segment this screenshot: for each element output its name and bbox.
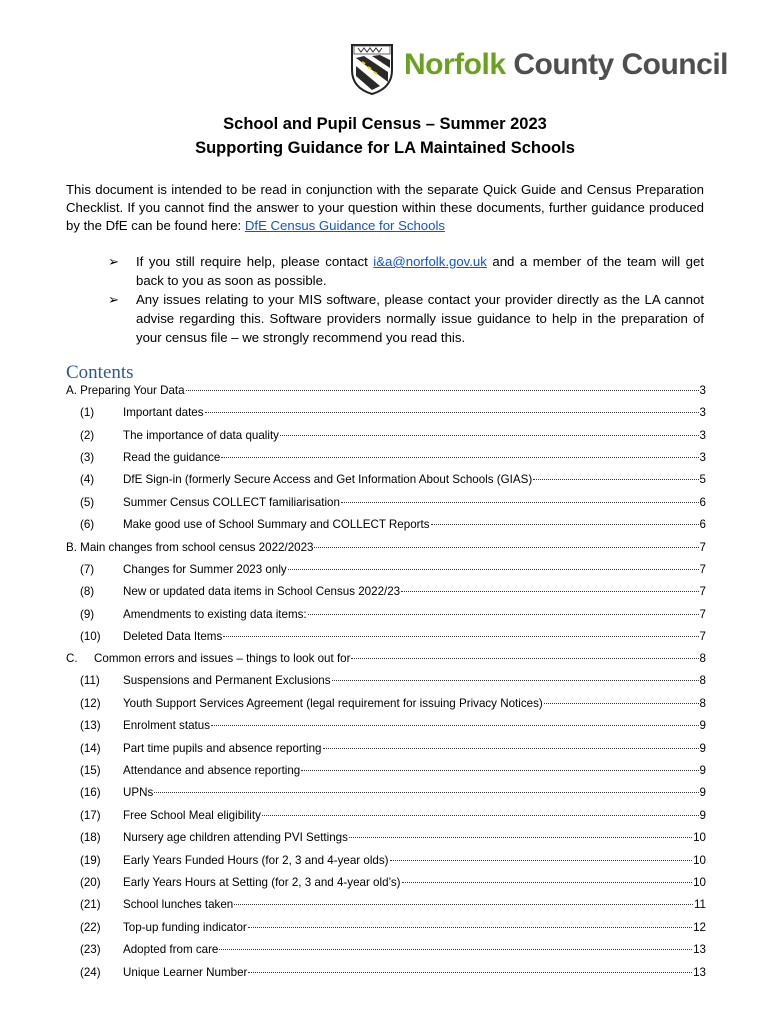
toc-item-title: Early Years Hours at Setting (for 2, 3 and 4-year old’s) — [123, 875, 401, 889]
arrow-bullet-icon: ➢ — [108, 254, 120, 269]
contact-email-link[interactable]: i&a@norfolk.gov.uk — [373, 254, 487, 269]
toc-page-number: 9 — [699, 808, 706, 822]
toc-section-title: Common errors and issues – things to look out for — [94, 652, 351, 666]
toc-item-number: (2) — [80, 428, 95, 442]
toc-item-number: (15) — [80, 764, 101, 778]
toc-item-number: (8) — [80, 585, 95, 599]
toc-item-title: Early Years Funded Hours (for 2, 3 and 4-year olds) — [123, 853, 389, 867]
toc-item[interactable] — [66, 854, 706, 876]
toc-page-number: 8 — [699, 674, 706, 688]
toc-item-title: New or updated data items in School Census 2022/23 — [123, 585, 401, 599]
toc-item-title: The importance of data quality — [123, 428, 279, 442]
bullet2-text: Any issues relating to your MIS software, please contact your provider directly as the LA cannot advise regarding this. Software providers normally issue guidance to help in the preparation of your census file – we strongly recommend you read this. — [136, 292, 704, 345]
toc-leader-dots — [402, 882, 693, 883]
toc-page-number: 3 — [699, 450, 706, 464]
toc-item-number: (12) — [80, 696, 101, 710]
toc-page-number: 3 — [699, 406, 706, 420]
toc-section-label: C. — [66, 652, 78, 666]
toc-section-a-items — [66, 406, 706, 540]
toc-item-title: Changes for Summer 2023 only — [123, 562, 287, 576]
toc-item-number: (19) — [80, 853, 101, 867]
toc-item-number: (4) — [80, 473, 95, 487]
help-bullets — [108, 252, 704, 347]
council-name — [404, 48, 728, 82]
toc-item[interactable] — [66, 719, 706, 741]
toc-item-number: (11) — [80, 674, 100, 688]
toc-page-number: 3 — [699, 428, 706, 442]
toc-page-number: 7 — [699, 562, 706, 576]
toc-leader-dots — [308, 614, 699, 615]
toc-page-number: 11 — [693, 898, 706, 912]
toc-page-number: 8 — [699, 652, 706, 666]
toc-item-title: Read the guidance — [123, 450, 221, 464]
toc-item-number: (6) — [80, 518, 95, 532]
toc-leader-dots — [533, 479, 698, 480]
contents-heading: Contents — [66, 362, 134, 383]
dfe-guidance-link[interactable]: DfE Census Guidance for Schools — [244, 218, 446, 233]
toc-item[interactable] — [66, 518, 706, 540]
toc-item[interactable] — [66, 764, 706, 786]
table-of-contents — [66, 384, 706, 988]
toc-item-title: Enrolment status — [123, 719, 210, 733]
toc-leader-dots — [431, 524, 699, 525]
toc-item-number: (23) — [80, 943, 101, 957]
toc-leader-dots — [221, 457, 698, 458]
toc-item-number: (7) — [80, 562, 95, 576]
toc-item-number: (24) — [80, 965, 101, 979]
toc-section-title: A. Preparing Your Data — [66, 384, 185, 397]
toc-page-number: 6 — [699, 518, 706, 532]
toc-item-number: (1) — [80, 406, 95, 420]
toc-item-title: Unique Learner Number — [123, 965, 248, 979]
toc-item-number: (17) — [80, 808, 101, 822]
toc-item[interactable] — [66, 943, 706, 965]
toc-leader-dots — [341, 502, 699, 503]
toc-item[interactable] — [66, 674, 706, 696]
toc-item-number: (22) — [80, 920, 101, 934]
toc-leader-dots — [332, 680, 699, 681]
coat-of-arms-icon — [350, 42, 394, 96]
toc-item-title: Youth Support Services Agreement (legal requirement for issuing Privacy Notices) — [123, 696, 543, 710]
toc-item-title: Amendments to existing data items: — [123, 607, 307, 621]
toc-leader-dots — [219, 949, 692, 950]
toc-item-title: DfE Sign-in (formerly Secure Access and Get Information About Schools (GIAS) — [123, 473, 533, 487]
toc-page-number: 3 — [699, 384, 706, 397]
toc-leader-dots — [262, 815, 699, 816]
toc-item-number: (14) — [80, 741, 101, 755]
toc-section-c[interactable] — [66, 652, 706, 674]
toc-item-number: (13) — [80, 719, 101, 733]
toc-item-title: Summer Census COLLECT familiarisation — [123, 495, 340, 509]
arrow-bullet-icon: ➢ — [108, 292, 120, 307]
toc-item[interactable] — [66, 786, 706, 808]
toc-item[interactable] — [66, 608, 706, 630]
toc-item[interactable] — [66, 898, 706, 920]
toc-item-title: School lunches taken — [123, 898, 234, 912]
toc-item-title: Important dates — [123, 406, 204, 420]
toc-section-a[interactable] — [66, 384, 706, 406]
toc-item-title: Adopted from care — [123, 943, 219, 957]
toc-page-number: 9 — [699, 786, 706, 800]
toc-leader-dots — [349, 837, 692, 838]
toc-item-number: (9) — [80, 607, 95, 621]
bullet1-text-before: If you still require help, please contact — [136, 254, 374, 269]
toc-item-number: (18) — [80, 831, 101, 845]
toc-leader-dots — [234, 904, 693, 905]
toc-leader-dots — [288, 569, 699, 570]
toc-page-number: 5 — [699, 473, 706, 487]
toc-section-b-items — [66, 563, 706, 653]
toc-page-number: 10 — [693, 831, 706, 845]
toc-page-number: 7 — [699, 585, 706, 599]
council-name-part1: Norfolk — [404, 48, 506, 81]
toc-page-number: 7 — [699, 607, 706, 621]
toc-leader-dots — [544, 703, 699, 704]
toc-item[interactable] — [66, 585, 706, 607]
toc-page-number: 9 — [699, 764, 706, 778]
toc-item-title: Make good use of School Summary and COLLECT Reports — [123, 518, 430, 532]
toc-item[interactable] — [66, 831, 706, 853]
toc-item[interactable] — [66, 429, 706, 451]
toc-page-number: 10 — [693, 853, 706, 867]
toc-item[interactable] — [66, 697, 706, 719]
intro-text: This document is intended to be read in conjunction with the separate Quick Guide and Census Preparation Checklist. If you cannot find the answer to your question within these documents, further guidance produced by the DfE can be found here: — [66, 182, 704, 233]
toc-leader-dots — [211, 725, 699, 726]
toc-leader-dots — [323, 748, 699, 749]
toc-page-number: 9 — [699, 719, 706, 733]
toc-item-title: Part time pupils and absence reporting — [123, 741, 322, 755]
toc-leader-dots — [390, 860, 693, 861]
toc-page-number: 13 — [693, 943, 706, 957]
toc-item[interactable] — [66, 921, 706, 943]
toc-leader-dots — [186, 390, 699, 391]
toc-item[interactable] — [66, 496, 706, 518]
toc-leader-dots — [401, 591, 698, 592]
toc-item-title: Suspensions and Permanent Exclusions — [123, 674, 331, 688]
toc-item-number: (21) — [80, 898, 101, 912]
toc-item-number: (3) — [80, 450, 95, 464]
toc-page-number: 12 — [693, 920, 706, 934]
toc-item-title: Deleted Data Items — [123, 629, 223, 643]
toc-page-number: 6 — [699, 495, 706, 509]
toc-page-number: 7 — [699, 540, 706, 554]
bullet-item — [108, 290, 704, 347]
toc-item[interactable] — [66, 630, 706, 652]
toc-page-number: 13 — [693, 965, 706, 979]
toc-item[interactable] — [66, 742, 706, 764]
toc-item[interactable] — [66, 876, 706, 898]
toc-item[interactable] — [66, 406, 706, 428]
toc-item-title: Free School Meal eligibility — [123, 808, 261, 822]
toc-section-c-items — [66, 674, 706, 987]
toc-item[interactable] — [66, 809, 706, 831]
toc-page-number: 9 — [699, 741, 706, 755]
toc-section-title: B. Main changes from school census 2022/2023 — [66, 540, 314, 554]
document-title-line2: Supporting Guidance for LA Maintained Schools — [195, 139, 575, 157]
council-name-part2: County Council — [513, 48, 728, 81]
toc-item-title: Attendance and absence reporting — [123, 764, 301, 778]
toc-leader-dots — [301, 770, 698, 771]
toc-leader-dots — [223, 636, 698, 637]
bullet1-text-after: and a member of the team will get back to you as soon as possible. — [136, 254, 705, 288]
toc-item-title: Top-up funding indicator — [123, 920, 247, 934]
toc-leader-dots — [205, 412, 699, 413]
toc-item-number: (16) — [80, 786, 101, 800]
toc-item[interactable] — [66, 563, 706, 585]
toc-item[interactable] — [66, 966, 706, 988]
toc-item[interactable] — [66, 451, 706, 473]
toc-item-number: (5) — [80, 495, 95, 509]
intro-paragraph — [66, 181, 704, 235]
toc-leader-dots — [351, 658, 698, 659]
toc-leader-dots — [248, 927, 692, 928]
council-logo — [350, 42, 728, 96]
toc-leader-dots — [314, 547, 698, 548]
toc-item-title: Nursery age children attending PVI Settings — [123, 831, 348, 845]
toc-page-number: 7 — [699, 629, 706, 643]
toc-item-number: (10) — [80, 629, 101, 643]
toc-item-number: (20) — [80, 875, 101, 889]
toc-item-title: UPNs — [123, 786, 154, 800]
toc-section-b[interactable] — [66, 541, 706, 563]
toc-leader-dots — [248, 972, 692, 973]
document-title-line1: School and Pupil Census – Summer 2023 — [223, 115, 547, 133]
toc-leader-dots — [154, 792, 698, 793]
toc-page-number: 10 — [693, 875, 706, 889]
toc-page-number: 8 — [699, 696, 706, 710]
bullet-item — [108, 252, 704, 290]
toc-item[interactable] — [66, 473, 706, 495]
toc-leader-dots — [280, 435, 699, 436]
